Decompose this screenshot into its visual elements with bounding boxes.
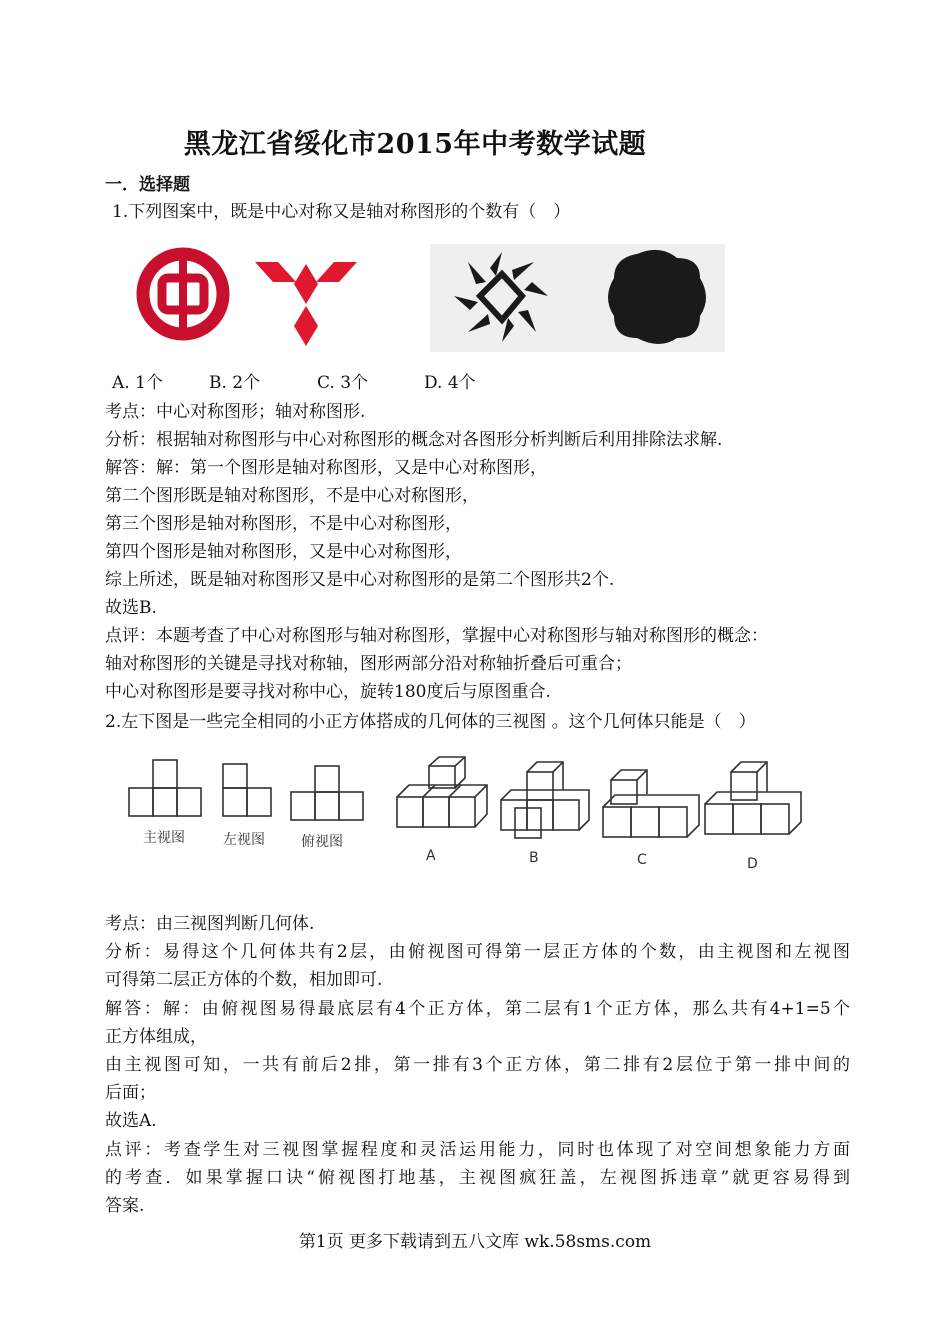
q2-answer-line: 解答：解：由俯视图易得最底层有4个正方体，第二层有1个正方体，那么共有4+1=5个	[105, 999, 850, 1019]
q1-figures-left	[128, 244, 363, 354]
q1-comment-line: 中心对称图形是要寻找对称中心，旋转180度后与原图重合.	[105, 682, 551, 702]
option-d: D. 4个	[424, 373, 476, 393]
q2-kaodian: 考点：由三视图判断几何体.	[105, 914, 315, 934]
section-heading: 一．选择题	[105, 175, 190, 195]
top-view-diagram	[291, 766, 363, 820]
q1-answer-line: 第四个图形是轴对称图形，又是中心对称图形，	[105, 542, 462, 562]
q1-answer-line: 第二个图形既是轴对称图形，不是中心对称图形，	[105, 486, 479, 506]
choice-a-diagram	[397, 757, 487, 827]
q2-fenxi-line: 可得第二层正方体的个数，相加即可.	[105, 970, 383, 990]
q2-fenxi-line: 分析：易得这个几何体共有2层，由俯视图可得第一层正方体的个数，由主视图和左视图	[105, 942, 850, 962]
view-label-front: 主视图	[143, 830, 185, 846]
view-label-left: 左视图	[223, 832, 265, 848]
page-footer: 第1页 更多下载请到五八文库 wk.58sms.com	[298, 1232, 652, 1252]
q1-stem: 1.下列图案中，既是中心对称又是轴对称图形的个数有（ ）	[112, 202, 571, 222]
option-a: A. 1个	[112, 373, 163, 393]
choice-label-c: C	[637, 852, 647, 868]
bank-of-china-logo-icon	[143, 250, 223, 338]
q2-answer-line: 由主视图可知，一共有前后2排，第一排有3个正方体，第二排有2层位于第一排中间的	[105, 1055, 850, 1075]
q1-fenxi: 分析：根据轴对称图形与中心对称图形的概念对各图形分析判断后利用排除法求解.	[105, 430, 723, 450]
q2-answer-line: 正方体组成，	[105, 1027, 207, 1047]
q1-kaodian: 考点：中心对称图形；轴对称图形.	[105, 402, 366, 422]
q1-figures-right	[430, 244, 725, 352]
view-label-top: 俯视图	[301, 834, 343, 850]
q2-figures	[125, 752, 805, 877]
choice-c-diagram	[603, 770, 699, 837]
option-c: C. 3个	[317, 373, 369, 393]
option-b: B. 2个	[209, 373, 261, 393]
q1-comment-line: 轴对称图形的关键是寻找对称轴，图形两部分沿对称轴折叠后可重合；	[105, 654, 632, 674]
q2-stem: 2.左下图是一些完全相同的小正方体搭成的几何体的三视图 。这个几何体只能是（ ）	[105, 712, 756, 732]
q2-comment-line: 答案.	[105, 1196, 145, 1216]
choice-label-a: A	[426, 848, 436, 864]
q1-answer-line: 综上所述，既是轴对称图形又是中心对称图形的是第二个图形共2个.	[105, 570, 615, 590]
q1-options	[112, 369, 476, 397]
page-title: 黑龙江省绥化市2015年中考数学试题	[183, 129, 647, 160]
choice-label-b: B	[529, 850, 539, 866]
q1-answer-line: 第三个图形是轴对称图形，不是中心对称图形，	[105, 514, 462, 534]
q2-comment-line: 点评：考查学生对三视图掌握程度和灵活运用能力，同时也体现了对空间想象能力方面	[105, 1140, 850, 1160]
three-diamond-logo-icon	[255, 262, 357, 346]
choice-b-diagram	[501, 762, 589, 838]
q1-answer-line: 解答：解：第一个图形是轴对称图形，又是中心对称图形，	[105, 458, 547, 478]
front-view-diagram	[129, 760, 201, 816]
left-view-diagram	[223, 764, 271, 816]
choice-label-d: D	[747, 856, 758, 872]
q2-comment-line: 的考查．如果掌握口诀“俯视图打地基，主视图疯狂盖，左视图拆违章”就更容易得到	[105, 1168, 850, 1188]
choice-d-diagram	[705, 762, 801, 834]
q1-comment-line: 点评：本题考查了中心对称图形与轴对称图形，掌握中心对称图形与轴对称图形的概念：	[105, 626, 768, 646]
q1-answer-line: 故选B.	[105, 598, 157, 618]
q2-answer-line: 故选A.	[105, 1111, 157, 1131]
rounded-square-badge-icon	[608, 250, 706, 344]
q2-answer-line: 后面；	[105, 1083, 156, 1103]
